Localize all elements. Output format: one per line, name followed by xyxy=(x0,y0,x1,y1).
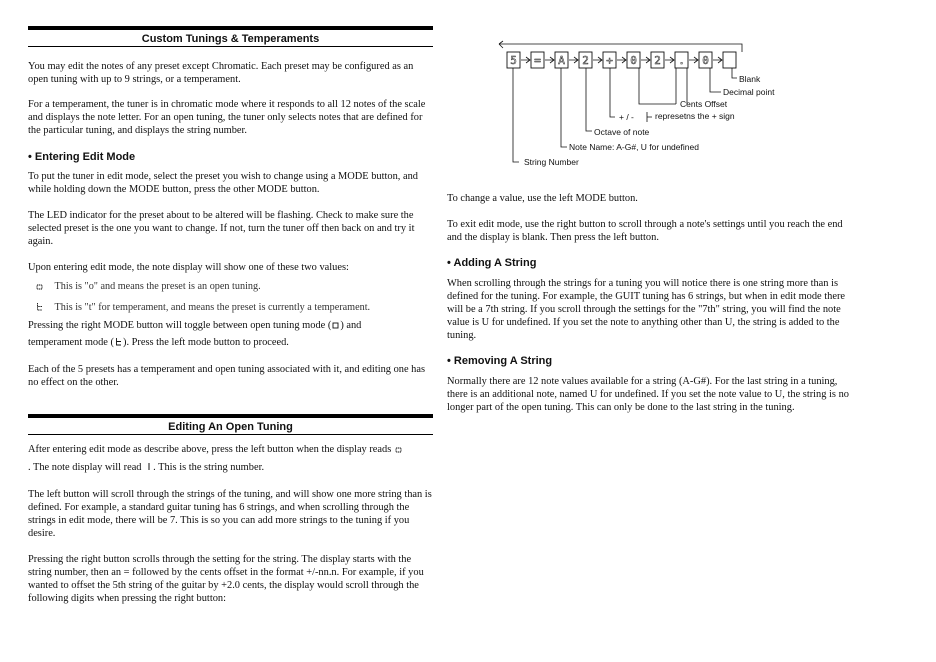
section-title: Editing An Open Tuning xyxy=(168,421,293,433)
value-t-row xyxy=(35,301,435,314)
toggle-line-2 xyxy=(28,336,433,349)
edit-paragraph-2: The LED indicator for the preset about to be altered will be flashing. Check to make sure the selected preset is the one you want to change. If not, turn the tuner off then back on and try it again. xyxy=(28,210,415,247)
sequence-arrow xyxy=(689,57,698,63)
open-tuning-paragraph-2: The left button will scroll through the strings of the tuning, and will show one more string than is defined. For example, a standard guitar tuning has 6 strings, and when scrolling through the strings in edit mode, there will be 7. This is so you can add more strings to the tuning if you desire. xyxy=(28,489,432,539)
digit-glyph: 2 xyxy=(654,54,661,67)
label-octave: Octave of note xyxy=(594,127,650,137)
adding-string-heading xyxy=(447,257,536,269)
section-heading-custom-tunings xyxy=(28,26,433,48)
intro-paragraph-1: You may edit the notes of any preset except Chromatic. Each preset may be configured as an open tuning with up to 9 strings, or a temperament. xyxy=(28,61,414,85)
section-heading-editing-open-tuning xyxy=(28,414,433,436)
heading-text: Adding A String xyxy=(453,257,537,269)
exit-edit-paragraph: To exit edit mode, use the right button to scroll through a note's settings until you reach the end and the display is blank. Then press the left button. xyxy=(447,219,843,243)
digit-glyph: . xyxy=(678,54,685,67)
plus-sign-symbol xyxy=(647,112,652,122)
display-sequence-diagram xyxy=(495,40,795,170)
digit-glyph: 0 xyxy=(630,54,637,67)
segment-o-icon xyxy=(36,281,43,290)
leader-decimal xyxy=(710,68,721,92)
toggle-text-a: Pressing the right MODE button will toggle between open tuning mode ( xyxy=(28,320,332,331)
sequence-arrow xyxy=(521,57,530,63)
open-text-b: . The note display will read xyxy=(28,462,142,473)
segment-o-small-icon xyxy=(332,320,339,329)
value-o-text: This is "o" and means the preset is an open tuning. xyxy=(54,281,261,292)
label-string-number: String Number xyxy=(524,157,579,167)
digit-glyph: 0 xyxy=(702,54,709,67)
digit-box xyxy=(723,52,736,68)
label-plus-minus: + / - xyxy=(619,112,634,122)
leader-plusminus xyxy=(610,68,615,117)
toggle-text-b: ) and xyxy=(340,320,362,331)
section-title: Custom Tunings & Temperaments xyxy=(141,33,320,45)
digit-glyph: 5 xyxy=(510,54,517,67)
heading-text: Removing A String xyxy=(453,355,553,367)
sequence-arrow xyxy=(617,57,626,63)
leader-octave xyxy=(586,68,592,131)
value-t-text: This is "t" for temperament, and means the preset is currently a temperament. xyxy=(54,302,371,313)
bullet-icon: • xyxy=(28,151,32,163)
sequence-arrow xyxy=(545,57,554,63)
open-tuning-paragraph-1a xyxy=(28,443,433,456)
label-note-name: Note Name: A-G#, U for undefined xyxy=(569,142,699,152)
label-represents-plus: represetns the + sign xyxy=(655,111,735,121)
removing-string-paragraph: Normally there are 12 note values available for a string (A-G#). For the last string in a tuning, there is an additional note, named U for undefined. If you set the note value to U, the string is no longer part of the open tuning. This can only be done to the last string in the tuning. xyxy=(447,376,849,413)
sequence-arrow xyxy=(569,57,578,63)
leader-blank xyxy=(732,68,737,78)
removing-string-heading xyxy=(447,355,552,367)
entering-edit-mode-heading xyxy=(28,151,135,163)
intro-paragraph-2: For a temperament, the tuner is in chromatic mode where it responds to all 12 notes of the scale and displays the note letter. For an open tuning, the tuner only selects notes that are defined for the particular tuning, and displays the string number. xyxy=(28,99,426,136)
bullet-icon: • xyxy=(447,257,451,269)
edit-paragraph-1: To put the tuner in edit mode, select the preset you wish to change using a MODE button, and while holding down the MODE button, press the other MODE button. xyxy=(28,171,418,195)
digit-glyph: + xyxy=(606,54,613,67)
segment-t-icon xyxy=(36,302,43,311)
toggle-text-c: temperament mode ( xyxy=(28,337,114,348)
edit-paragraph-3: Upon entering edit mode, the note display will show one of these two values: xyxy=(28,262,349,273)
segment-1-icon xyxy=(145,462,152,471)
open-text-a: After entering edit mode as describe above, press the left button when the display reads xyxy=(28,444,392,455)
value-o-row xyxy=(35,280,435,293)
leader-note xyxy=(561,68,567,147)
digit-glyph: = xyxy=(534,54,541,67)
sequence-arrow xyxy=(713,57,722,63)
change-value-paragraph: To change a value, use the left MODE button. xyxy=(447,193,638,204)
bullet-icon: • xyxy=(447,355,451,367)
segment-t-small-icon xyxy=(115,337,122,346)
open-text-c: . This is the string number. xyxy=(153,462,265,473)
segment-o-icon xyxy=(395,444,402,453)
toggle-line-1 xyxy=(28,319,433,332)
open-tuning-paragraph-3: Pressing the right button scrolls through the setting for the string. The display starts with the string number, then an = followed by the cents offset in the format +/-nn.n. For example, if you wanted to offset the 5th string of the guitar by +2.0 cents, the display would scroll through the following digits when pressing the right button: xyxy=(28,554,424,604)
open-tuning-paragraph-1b xyxy=(28,461,433,474)
sequence-arrow xyxy=(665,57,674,63)
toggle-text-d: ). Press the left mode button to proceed. xyxy=(122,337,289,348)
digit-glyph: A xyxy=(558,54,565,67)
label-blank: Blank xyxy=(739,74,761,84)
digit-boxes xyxy=(507,52,736,68)
digit-glyph: 2 xyxy=(582,54,589,67)
adding-string-paragraph: When scrolling through the strings for a tuning you will notice there is one string more than is defined for the tuning. For example, the GUIT tuning has 6 strings, but when in edit mode there will be a 7th string. If you scroll through the settings for the "7th" string, you will find the note value is U for undefined. If you set the note to anything other than U, the string is added to the tuning. xyxy=(447,278,846,341)
label-cents-offset: Cents Offset xyxy=(680,99,728,109)
heading-text: Entering Edit Mode xyxy=(34,151,136,163)
edit-paragraph-5: Each of the 5 presets has a temperament and open tuning associated with it, and editing one has no effect on the other. xyxy=(28,364,426,388)
sequence-arrow xyxy=(593,57,602,63)
loop-back-arrow xyxy=(499,41,742,52)
leader-string xyxy=(513,68,519,162)
label-decimal-point: Decimal point xyxy=(723,87,775,97)
sequence-arrow xyxy=(641,57,650,63)
